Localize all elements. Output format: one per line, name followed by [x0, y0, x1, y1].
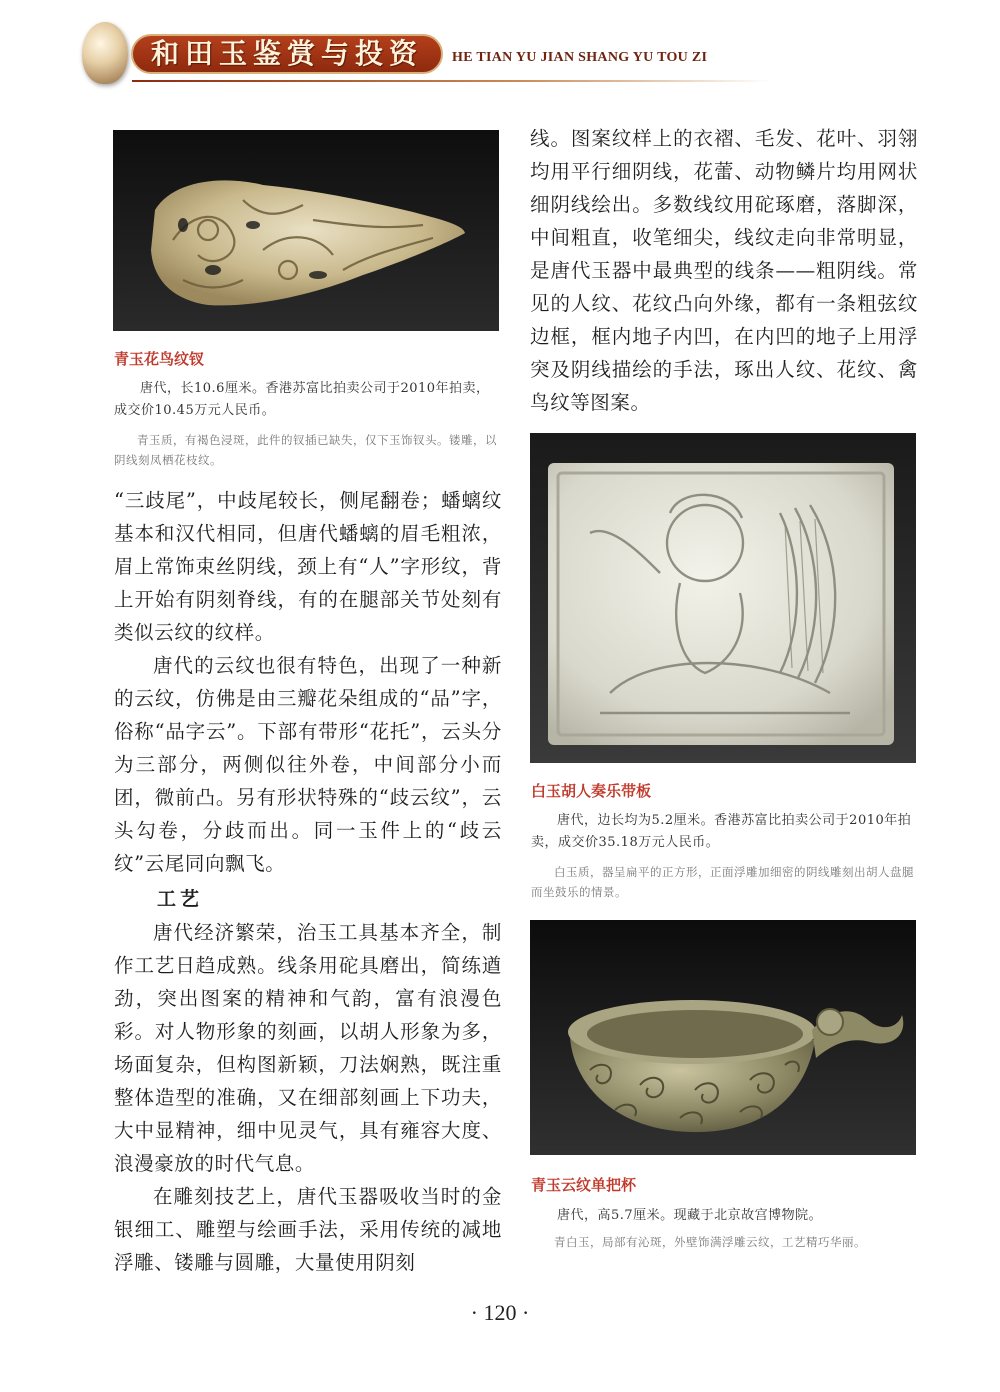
section-heading-craft: 工艺 — [157, 888, 204, 910]
right-column-text — [530, 122, 918, 419]
book-title-banner — [131, 34, 443, 74]
book-title-chinese: 和田玉鉴赏与投资 — [150, 37, 423, 70]
cup-illustration — [530, 920, 916, 1155]
figure-belt-plaque-title: 白玉胡人奏乐带板 — [531, 782, 652, 800]
paragraph: “三歧尾”，中歧尾较长，侧尾翻卷；蟠螭纹基本和汉代相同，但唐代蟠螭的眉毛粗浓，眉上常饰束丝阴线，颈上有“人”字形纹，背上开始有阴刻脊线，有的在腿部关节处刻有类似云纹的纹样。 — [114, 489, 502, 644]
figure-belt-plaque-description: 白玉质，器呈扁平的正方形，正面浮雕加细密的阴线雕刻出胡人盘腿而坐鼓乐的情景。 — [531, 865, 914, 899]
jade-carving-logo — [82, 22, 128, 84]
paragraph: 在雕刻技艺上，唐代玉器吸收当时的金银细工、雕塑与绘画手法，采用传统的减地浮雕、镂雕与圆雕，大量使用阴刻 — [114, 1185, 502, 1274]
figure-belt-plaque-photo — [530, 433, 916, 763]
left-column-text-bottom — [114, 916, 502, 1279]
belt-plaque-illustration — [530, 433, 916, 763]
figure-hairpin-photo — [113, 130, 499, 331]
figure-hairpin-title: 青玉花鸟纹钗 — [114, 350, 205, 368]
page-header — [0, 0, 1000, 100]
header-divider — [132, 80, 772, 82]
figure-hairpin-description: 青玉质，有褐色浸斑，此件的钗插已缺失，仅下玉饰钗头。镂雕，以阴线刻凤栖花枝纹。 — [114, 433, 497, 467]
left-column-text-top — [114, 484, 502, 880]
figure-cup-title: 青玉云纹单把杯 — [531, 1176, 637, 1194]
page-number: · 120 · — [470, 1300, 530, 1325]
figure-cup-caption: 唐代，高5.7厘米。现藏于北京故宫博物院。 — [557, 1208, 823, 1223]
figure-belt-plaque-caption: 唐代，边长均为5.2厘米。香港苏富比拍卖公司于2010年拍卖，成交价35.18万元人民币。 — [531, 813, 912, 850]
paragraph: 线。图案纹样上的衣褶、毛发、花叶、羽翎均用平行细阴线，花蕾、动物鳞片均用网状细阴线绘出。多数线纹用砣琢磨，落脚深，中间粗直，收笔细尖，线纹走向非常明显，是唐代玉器中最典型的线条——粗阴线。常见的人纹、花纹凸向外缘，都有一条粗弦纹边框，框内地子内凹，在内凹的地子上用浮突及阴线描绘的手法，琢出人纹、花纹、禽鸟纹等图案。 — [530, 127, 918, 414]
hairpin-illustration — [113, 130, 499, 331]
figure-cup-photo — [530, 920, 916, 1155]
figure-hairpin-caption: 唐代，长10.6厘米。香港苏富比拍卖公司于2010年拍卖，成交价10.45万元人民币。 — [114, 381, 490, 418]
paragraph: 唐代的云纹也很有特色，出现了一种新的云纹，仿佛是由三瓣花朵组成的“品”字，俗称“品字云”。下部有带形“花托”，云头分为三部分，两侧似往外卷，中间部分小而团，微前凸。另有形状特殊的“歧云纹”，云头勾卷，分歧而出。同一玉件上的“歧云纹”云尾同向飘飞。 — [114, 654, 502, 875]
figure-cup-description: 青白玉，局部有沁斑，外壁饰满浮雕云纹，工艺精巧华丽。 — [554, 1235, 866, 1249]
book-title-english: HE TIAN YU JIAN SHANG YU TOU ZI — [452, 50, 708, 65]
paragraph: 唐代经济繁荣，治玉工具基本齐全，制作工艺日趋成熟。线条用砣具磨出，简练遒劲，突出图案的精神和气韵，富有浪漫色彩。对人物形象的刻画，以胡人形象为多，场面复杂，但构图新颖，刀法娴熟，既注重整体造型的准确，又在细部刻画上下功夫，大中显精神，细中见灵气，具有雍容大度、浪漫豪放的时代气息。 — [114, 921, 502, 1175]
